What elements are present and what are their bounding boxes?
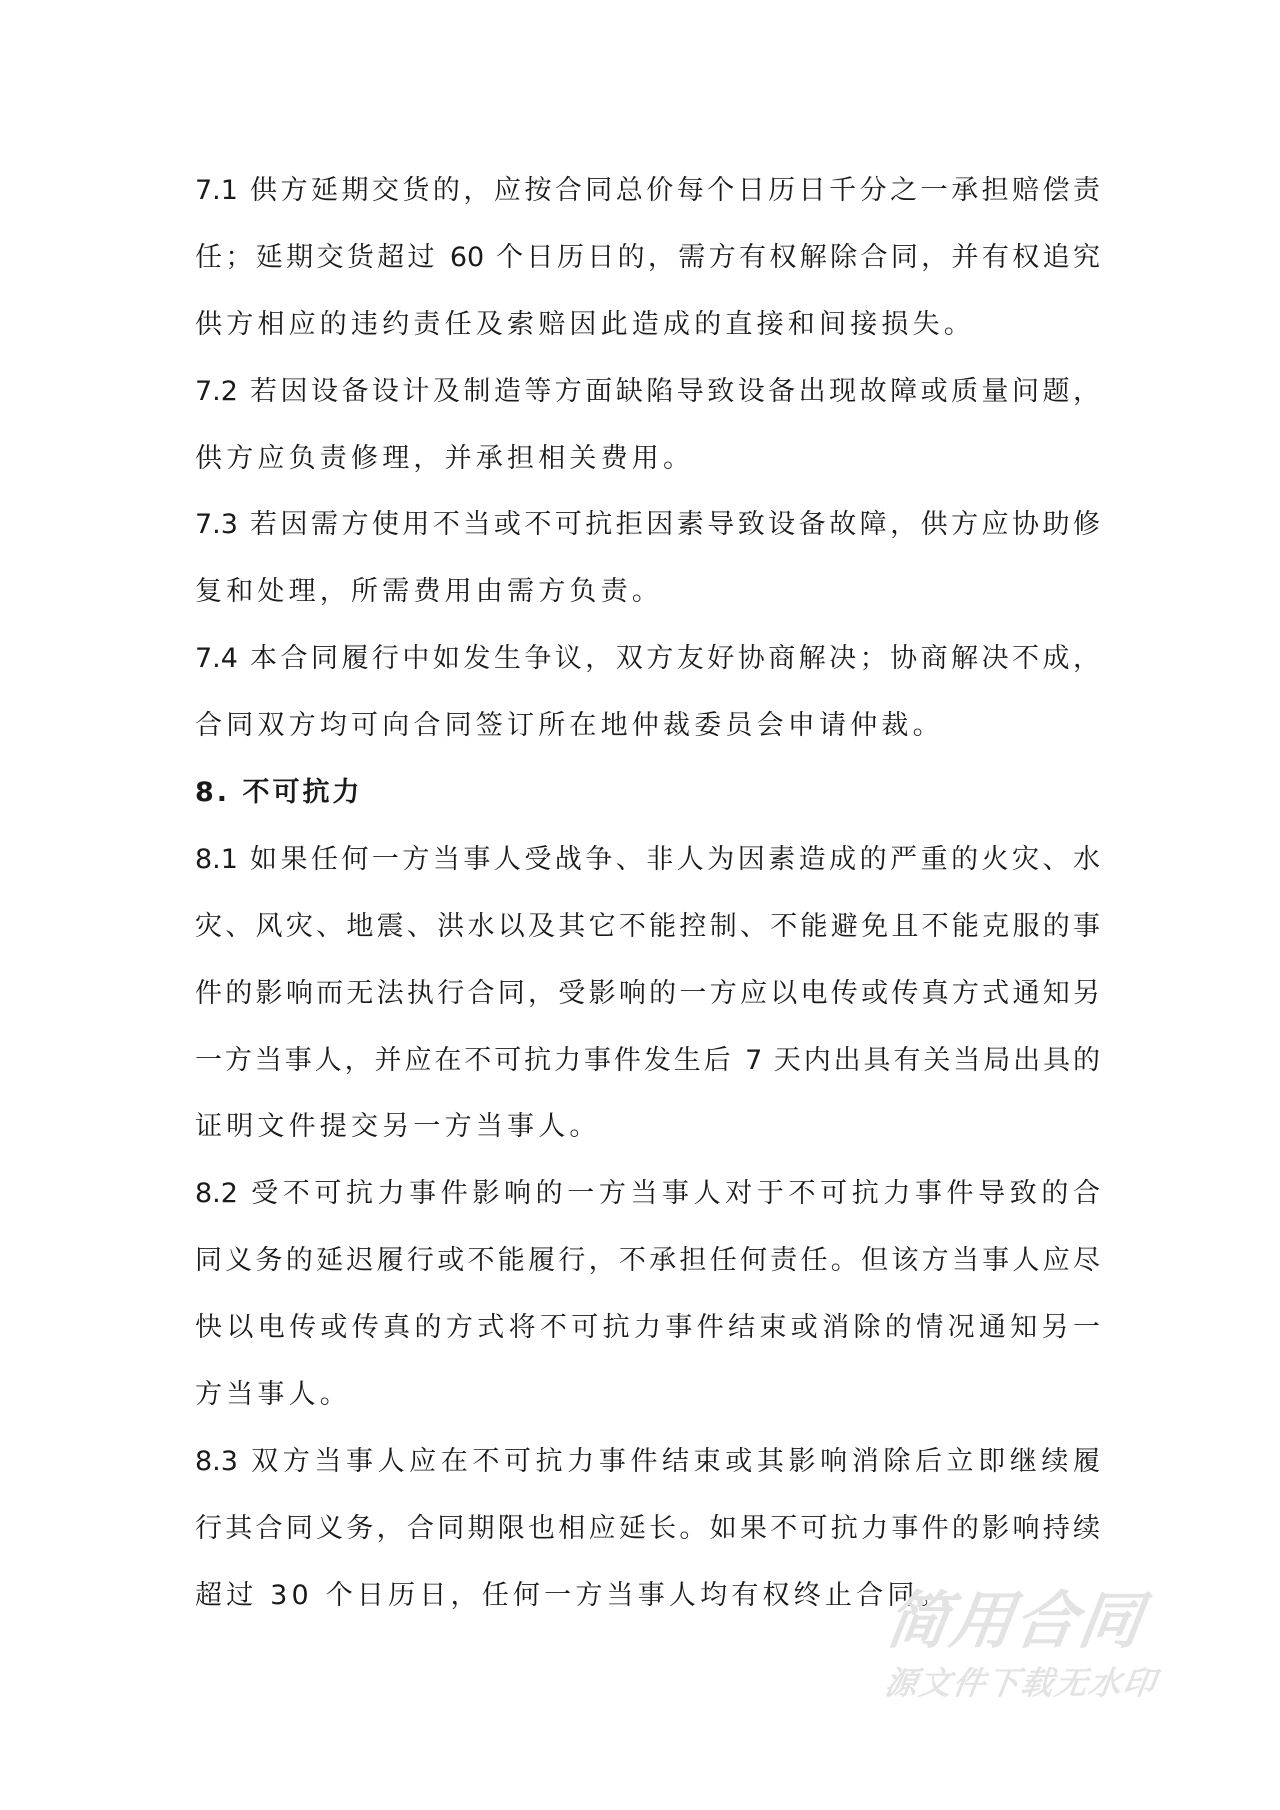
clause-7-1: [195, 158, 1100, 359]
watermark-brand: 简用合同: [882, 1584, 1149, 1657]
text-line: 合同双方均可向合同签订所在地仲裁委员会申请仲裁。: [195, 710, 944, 742]
clause-8-2: [195, 1161, 1100, 1429]
text-line: 供方应负责修理，并承担相关费用。: [195, 442, 695, 474]
text-line: 7.1 供方延期交货的，应按合同总价每个日历日千分之一承担赔偿责: [195, 175, 1100, 206]
watermark: [882, 1585, 1182, 1705]
text-line: 行其合同义务，合同期限也相应延长。如果不可抗力事件的影响持续: [195, 1512, 1100, 1544]
text-line: 供方相应的违约责任及索赔因此造成的直接和间接损失。: [195, 308, 975, 340]
text-line: 快以电传或传真的方式将不可抗力事件结束或消除的情况通知另一: [195, 1312, 1100, 1344]
document-page: [195, 158, 1100, 1630]
watermark-tagline: 源文件下载无水印: [882, 1664, 1160, 1702]
text-line: 7.3 若因需方使用不当或不可抗拒因素导致设备故障，供方应协助修: [195, 509, 1100, 541]
text-line: 7.4 本合同履行中如发生争议，双方友好协商解决；协商解决不成，: [195, 643, 1100, 675]
text-line: 超过 30 个日历日，任何一方当事人均有权终止合同。: [195, 1579, 950, 1611]
text-line: 复和处理，所需费用由需方负责。: [195, 576, 663, 608]
text-line: 同义务的延迟履行或不能履行，不承担任何责任。但该方当事人应尽: [195, 1245, 1100, 1277]
text-line: 件的影响而无法执行合同，受影响的一方应以电传或传真方式通知另: [195, 977, 1100, 1009]
text-line: 8.2 受不可抗力事件影响的一方当事人对于不可抗力事件导致的合: [195, 1178, 1100, 1210]
text-line: 8.1 如果任何一方当事人受战争、非人为因素造成的严重的火灾、水: [195, 843, 1100, 875]
text-line: 8.3 双方当事人应在不可抗力事件结束或其影响消除后立即继续履: [195, 1445, 1100, 1477]
text-line: 7.2 若因设备设计及制造等方面缺陷导致设备出现故障或质量问题，: [195, 375, 1100, 407]
text-line: 一方当事人，并应在不可抗力事件发生后 7 天内出具有关当局出具的: [195, 1044, 1100, 1076]
clause-8-1: [195, 827, 1100, 1161]
text-line: 任；延期交货超过 60 个日历日的，需方有权解除合同，并有权追究: [195, 241, 1100, 273]
clause-7-4: [195, 626, 1100, 760]
section-heading-force-majeure: 8. 不可抗力: [195, 777, 363, 809]
clause-7-3: [195, 492, 1100, 626]
text-line: 方当事人。: [195, 1379, 351, 1411]
text-line: 灾、风灾、地震、洪水以及其它不能控制、不能避免且不能克服的事: [195, 910, 1100, 942]
clause-7-2: [195, 359, 1100, 493]
text-line: 证明文件提交另一方当事人。: [195, 1111, 601, 1143]
